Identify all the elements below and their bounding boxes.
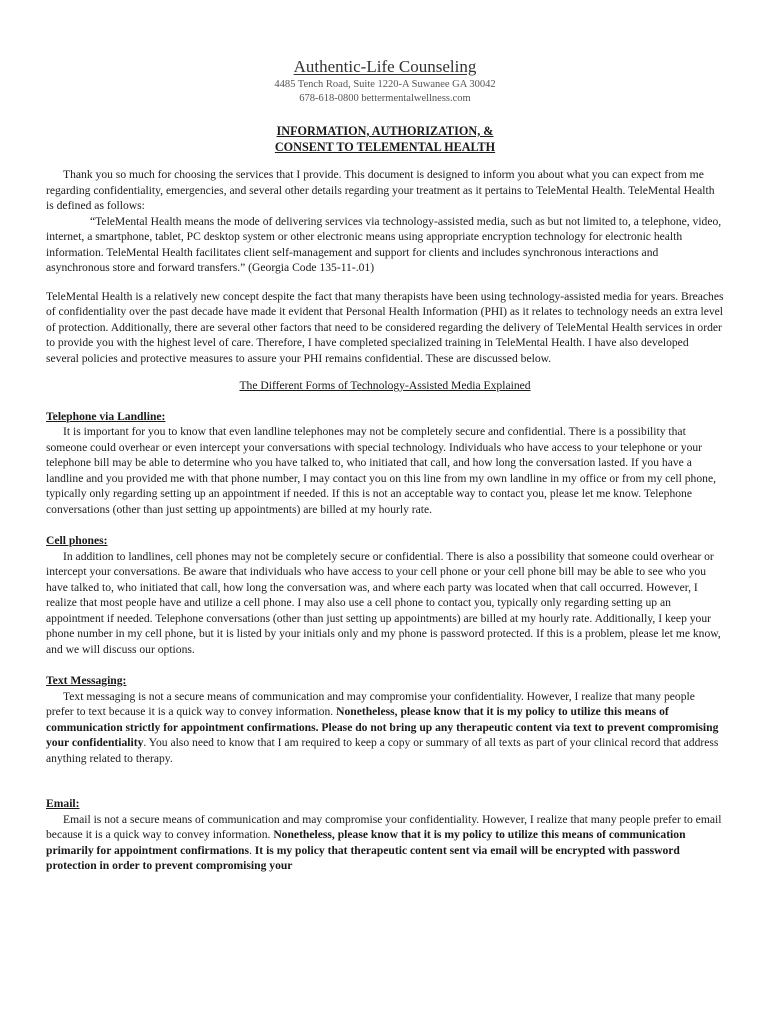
email-body-start: Email is not a secure means of communication and may compromise your confidentiality. However, I realize that many people prefer to email because it is a quick way to convey information. (46, 812, 722, 841)
section-heading-email: Email: (46, 797, 80, 810)
intro-paragraph: Thank you so much for choosing the services that I provide. This document is designed to inform you about what you can expect from me regarding confidentiality, emergencies, and several other details regarding your treatment as it pertains to TeleMental Health. TeleMental Health is defined as follows: (46, 168, 715, 212)
letterhead (46, 56, 724, 106)
section-body-text-messaging (46, 689, 724, 767)
email-policy-bold-1: Nonetheless, please know that it is my policy to utilize this means of communication primarily for appointment confirmations (46, 828, 686, 857)
section-body-email (46, 812, 724, 874)
organization-name: Authentic-Life Counseling (293, 57, 477, 76)
section-body-cell-phones: In addition to landlines, cell phones may not be completely secure or confidential. There is also a possibility that someone could overhear or intercept your conversations. Be aware that individuals who have access to your cell phone or your cell phone bill may be able to see who you have talked to, who initiated that call, how long the conversation was, and where each party was located when that call occurred. However, I realize that most people have and utilize a cell phone. I may also use a cell phone to contact you, typically only regarding setting up an appointment if needed. Telephone conversations (other than just setting up appointments) are billed at my hourly rate. Additionally, I keep your phone number in my cell phone, but it is listed by your initials only and my phone is password protected. If this is a problem, please let me know, and we will discuss our options. (46, 549, 721, 656)
email-body-mid: . (249, 843, 255, 857)
section-heading-landline: Telephone via Landline: (46, 409, 166, 423)
telemental-health-definition-quote: “TeleMental Health means the mode of delivering services via technology-assisted media, such as but not limited to, a telephone, video, internet, a smartphone, tablet, PC desktop system or other electronic means using appropriate encryption technology for electronic health information. TeleMental Health facilitates client self-management and support for clients and includes synchronous interactions and asynchronous store and forward transfers.” (Georgia Code 135-11-.01) (46, 214, 722, 274)
document-page (46, 56, 724, 874)
organization-address: 4485 Tench Road, Suite 1220-A Suwanee GA 30042 (274, 79, 496, 90)
text-messaging-policy-bold: Nonetheless, please know that it is my policy to utilize this means of communication strictly for appointment confirmations. Please do not bring up any therapeutic content via text to prevent compromising your confidentiality (46, 705, 719, 749)
text-messaging-body-end: . You also need to know that I am required to keep a copy or summary of all texts as part of your clinical record that address anything related to therapy. (46, 736, 719, 765)
section-heading-cell-phones: Cell phones: (46, 534, 108, 547)
section-body-landline: It is important for you to know that even landline telephones may not be completely secure and confidential. There is a possibility that someone could overhear or even intercept your conversations with special technology. Individuals who have access to your telephone or your telephone bill may be able to determine who you have talked to, who initiated that call, and how long the conversation lasted. If you have a landline and you provided me with that phone number, I may contact you on this line from my own landline in my office or from my cell phone, typically only regarding setting up an appointment if needed. If this is not an acceptable way to contact you, please let me know. Telephone conversations (other than just setting up appointments) are billed at my hourly rate. (46, 425, 716, 516)
document-title (46, 123, 724, 155)
section-cell-phones (46, 533, 724, 657)
telemental-health-overview-paragraph: TeleMental Health is a relatively new concept despite the fact that many therapists have been using technology-assisted media for years. Breaches of confidentiality over the past decade have made it evident that Personal Health Information (PHI) as it relates to technology needs an extra level of protection. Additionally, there are several other factors that need to be considered regarding the delivery of TeleMental Health services in order to provide you with the highest level of care. Therefore, I have completed specialized training in TeleMental Health. I have also developed several policies and protective measures to assure your PHI remains confidential. These are discussed below. (46, 289, 724, 365)
document-title-line-1: INFORMATION, AUTHORIZATION, & (276, 124, 494, 138)
section-text-messaging (46, 673, 724, 766)
organization-contact: 678-618-0800 bettermentalwellness.com (299, 93, 471, 104)
section-email (46, 796, 724, 874)
document-title-line-2: CONSENT TO TELEMENTAL HEALTH (274, 140, 496, 154)
section-landline (46, 409, 724, 518)
text-messaging-body-start: Text messaging is not a secure means of communication and may compromise your confidentiality. However, I realize that many people prefer to text because it is a quick way to convey information. (46, 689, 695, 718)
section-heading-text-messaging: Text Messaging: (46, 674, 127, 687)
email-policy-bold-2: It is my policy that therapeutic content sent via email will be encrypted with password protection in order to prevent compromising your (46, 843, 680, 872)
forms-of-media-heading: The Different Forms of Technology-Assisted Media Explained (239, 379, 531, 392)
